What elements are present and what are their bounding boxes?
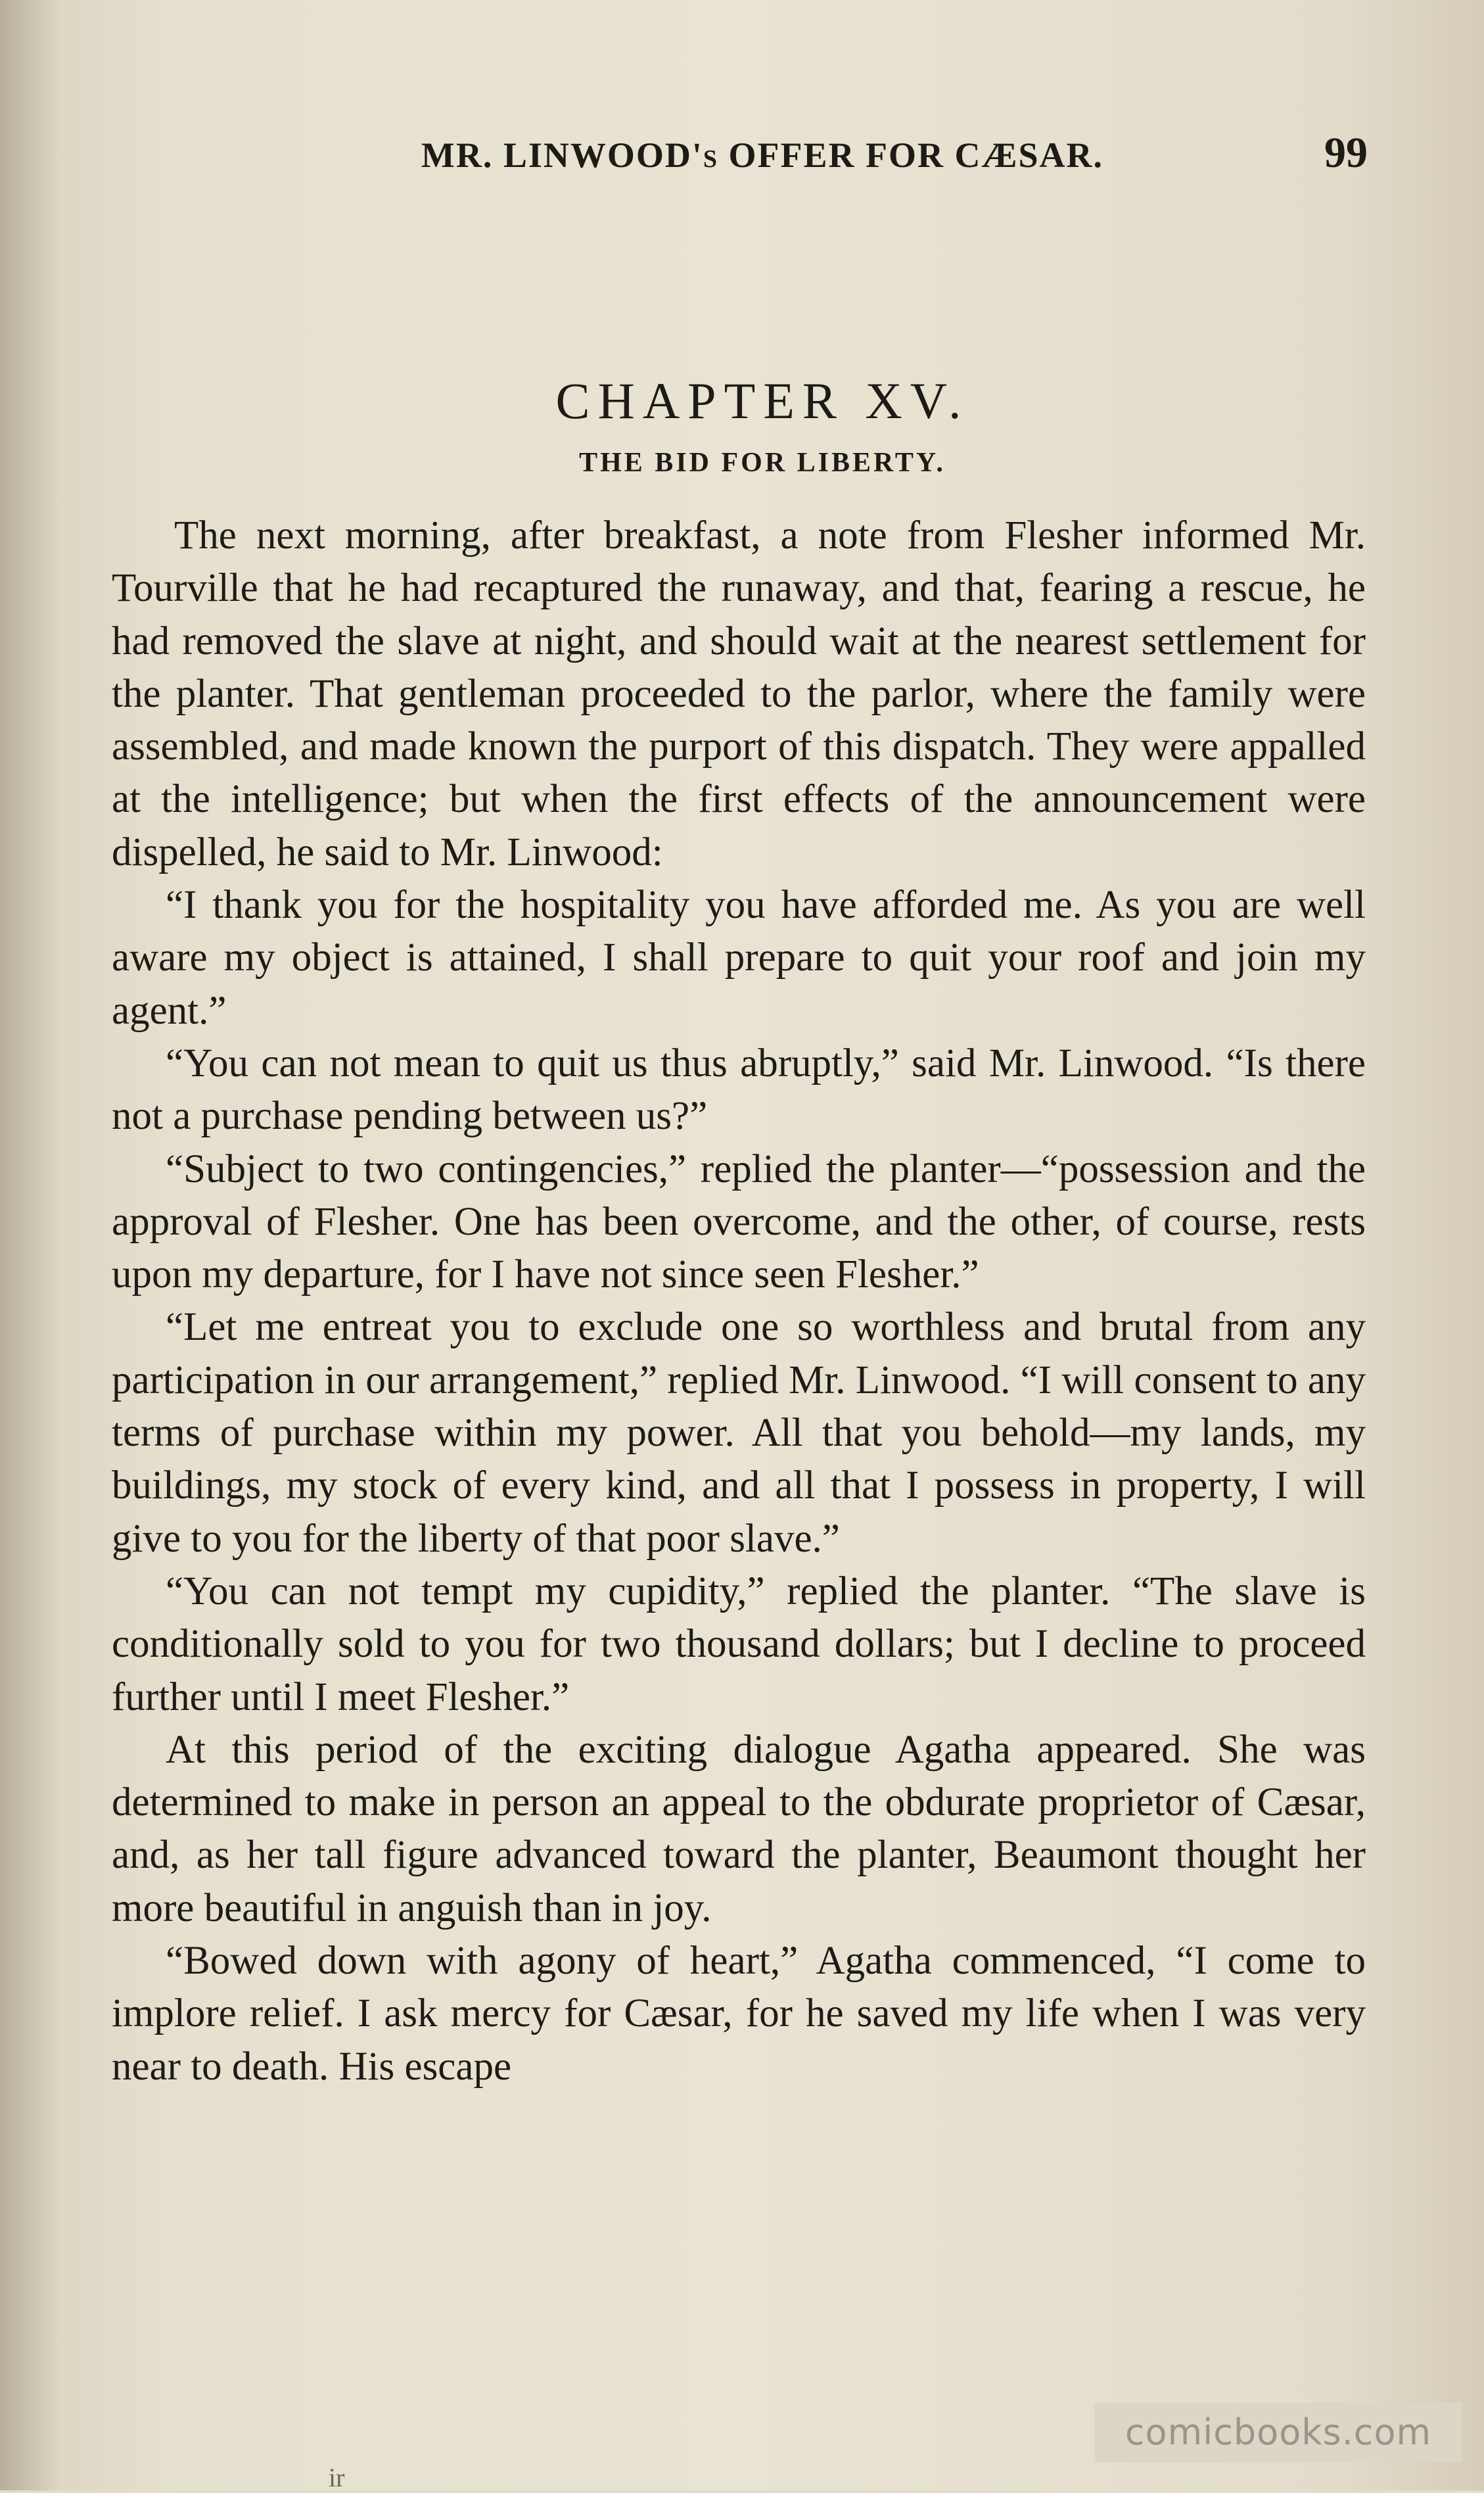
body-text: [112, 510, 1366, 2093]
bottom-folio: ir: [329, 2463, 345, 2492]
paragraph: “You can not tempt my cupidity,” replied the planter. “The slave is conditionally sold to you for two thousand dollars; but I decline to proceed further until I meet Flesher.”: [112, 1569, 1366, 1719]
page-number: 99: [1324, 129, 1368, 177]
chapter-subtitle: THE BID FOR LIBERTY.: [579, 448, 946, 478]
paragraph: “Let me entreat you to exclude one so worthless and brutal from any participation in our arrangement,” replied Mr. Linwood. “I will consent to any terms of purchase within my power. All that you behold—my lands, my buildings, my stock of every kind, and all that I possess in property, I will give to you for the liberty of that poor slave.”: [112, 1305, 1366, 1561]
running-header: MR. LINWOOD's OFFER FOR CÆSAR.: [421, 135, 1104, 175]
paragraph: The next morning, after breakfast, a note from Flesher informed Mr. Tourville that he had recaptured the runaway, and that, fearing a rescue, he had removed the slave at night, and should wait at the nearest settlement for the planter. That gentleman proceeded to the parlor, where the family were assembled, and made known the purport of this dispatch. They were appalled at the intelligence; but when the first effects of the announcement were dispelled, he said to Mr. Linwood:: [112, 513, 1366, 874]
page-gutter-shadow: [0, 0, 59, 2490]
paragraph: “Subject to two contingencies,” replied the planter—“possession and the approval of Flesher. One has been overcome, and the other, of course, rests upon my departure, for I have not since seen Flesher.”: [112, 1147, 1366, 1297]
chapter-title: CHAPTER XV.: [555, 372, 969, 429]
paragraph: “I thank you for the hospitality you have afforded me. As you are well aware my object is attained, I shall prepare to quit your roof and join my agent.”: [112, 883, 1366, 1033]
watermark: comicbooks.com: [1094, 2403, 1462, 2462]
paragraph: At this period of the exciting dialogue Agatha appeared. She was determined to make in person an appeal to the obdurate proprietor of Cæsar, and, as her tall figure advanced toward the planter, Beaumont thought her more beautiful in anguish than in joy.: [112, 1727, 1366, 1930]
paragraph: “You can not mean to quit us thus abruptly,” said Mr. Linwood. “Is there not a purchase pending between us?”: [112, 1041, 1366, 1139]
paragraph: “Bowed down with agony of heart,” Agatha commenced, “I come to implore relief. I ask mercy for Cæsar, for he saved my life when I was very near to death. His escape: [112, 1939, 1366, 2089]
